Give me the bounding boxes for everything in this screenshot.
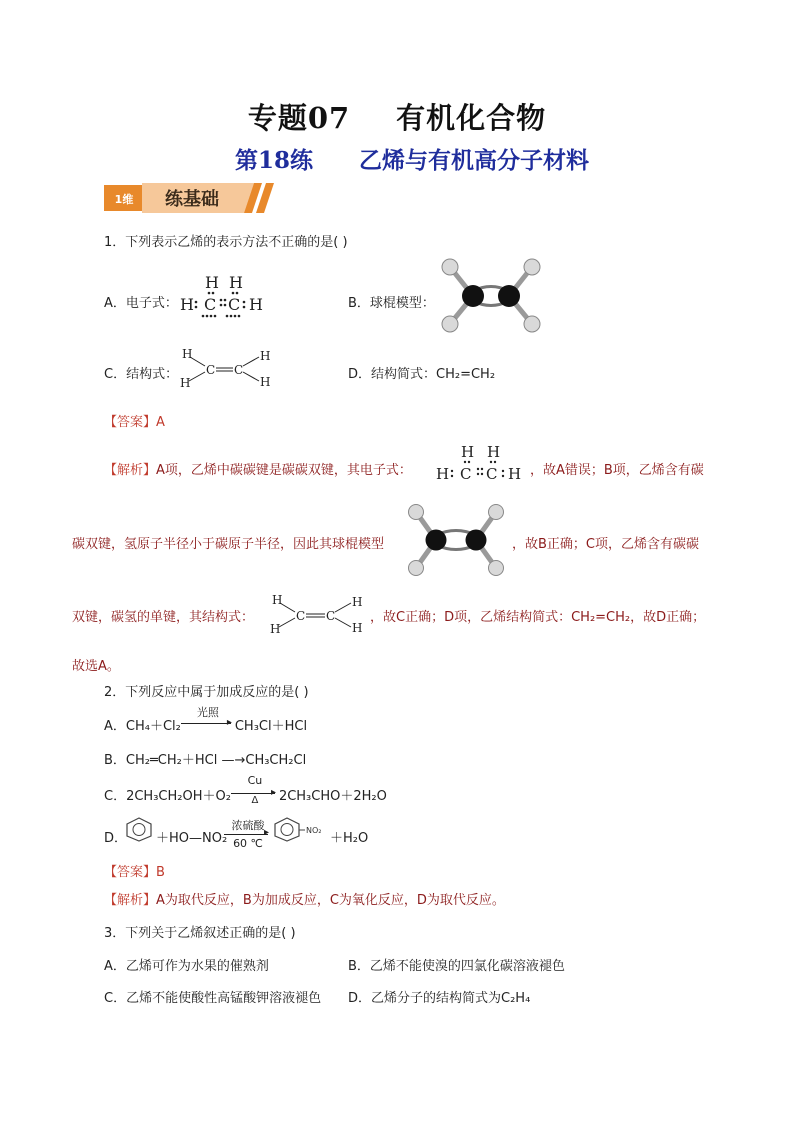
ball-stick-model-image	[436, 256, 548, 334]
q3-option-a: A．乙烯可作为水果的催熟剂	[104, 959, 269, 974]
hydrogen-ball	[489, 505, 504, 520]
option-text: 2CH₃CHO＋2H₂O	[278, 789, 387, 804]
q2-option-c	[104, 774, 387, 806]
option-text: A．CH₄＋Cl₂	[104, 719, 181, 734]
lesson-title	[0, 142, 794, 175]
hydrogen-ball	[489, 561, 504, 576]
question-2-stem: 2．下列反应中属于加成反应的是( )	[104, 685, 309, 700]
q3-option-b: B．乙烯不能使溴的四氯化碳溶液褪色	[348, 959, 565, 974]
atom-c: C	[460, 465, 472, 483]
carbon-ball	[462, 285, 484, 307]
reaction-arrow-d: 浓硫酸 ▸ 60 ℃	[224, 817, 272, 851]
carbon-ball	[426, 530, 447, 551]
q1-option-c-label: C．结构式：	[104, 367, 179, 382]
atom-c: C	[228, 295, 241, 314]
arrow-condition-top: 浓硫酸	[231, 819, 265, 832]
atom-c: C	[326, 609, 336, 623]
nitrobenzene-icon	[272, 816, 328, 842]
lesson-number: 第18练	[234, 147, 313, 174]
atom-c: C	[206, 363, 216, 377]
q1-explanation-line-3-end: ，故C正确；D项，乙烯结构简式：CH₂=CH₂，故D正确；	[370, 610, 706, 625]
carbon-ball	[466, 530, 487, 551]
atom-h: H	[182, 347, 193, 361]
explanation-tag: 【解析】	[104, 463, 157, 478]
q1-explanation-line-2-end: ，故B正确；C项，乙烯含有碳碳	[512, 537, 699, 552]
atom-c: C	[204, 295, 217, 314]
question-1-stem: 1．下列表示乙烯的表示方法不正确的是( )	[104, 235, 348, 250]
q2-answer	[104, 861, 165, 880]
q1-option-a-label: A．电子式：	[104, 296, 178, 311]
lesson-name: 乙烯与有机高分子材料	[359, 147, 589, 174]
q1-explanation-line-1-end: ，故A错误；B项，乙烯含有碳	[530, 463, 704, 478]
reaction-arrow: Cu ▸ Δ	[231, 786, 279, 800]
hydrogen-ball	[409, 505, 424, 520]
topic-number: 专题07	[247, 101, 351, 135]
q1-option-d: D．结构简式：CH₂=CH₂	[348, 367, 496, 382]
atom-h: H	[260, 349, 271, 363]
arrow-condition-bottom: 60 ℃	[233, 837, 263, 850]
arrow-condition: 光照	[196, 706, 219, 719]
structural-formula-small-image	[266, 592, 366, 638]
q2-option-d-reactant: ＋HO—NO₂	[156, 831, 228, 846]
atom-h: H	[508, 465, 522, 483]
atom-h: H	[229, 273, 243, 292]
hydrogen-ball	[524, 316, 540, 332]
banner-badge: 1维	[114, 193, 134, 206]
explanation-text: A为取代反应，B为加成反应，C为氧化反应，D为取代反应。	[156, 893, 505, 908]
option-text: C．2CH₃CH₂OH＋O₂	[104, 789, 231, 804]
electron-formula-image	[174, 270, 274, 322]
hydrogen-ball	[442, 316, 458, 332]
page-title	[0, 96, 794, 137]
hydrogen-ball	[409, 561, 424, 576]
q1-explanation-line-1	[104, 459, 412, 478]
atom-h: H	[270, 622, 281, 636]
q2-explanation	[104, 889, 505, 908]
section-banner	[104, 183, 276, 213]
q2-option-d-tail: ＋H₂O	[330, 831, 369, 846]
ball-stick-model-small-image	[404, 502, 512, 578]
structural-formula-image	[176, 346, 272, 392]
carbon-ball	[498, 285, 520, 307]
explanation-text: A项，乙烯中碳碳键是碳碳双键，其电子式：	[156, 463, 412, 478]
q2-option-d-label: D．	[104, 831, 128, 846]
benzene-icon	[124, 816, 154, 842]
answer-value: B	[156, 865, 165, 880]
atom-h: H	[436, 465, 450, 483]
q1-explanation-line-2: 碳双键，氢原子半径小于碳原子半径，因此其球棍模型	[72, 537, 385, 552]
arrow-condition-top: Cu	[247, 774, 263, 787]
electron-formula-small-image	[432, 442, 532, 486]
explanation-tag: 【解析】	[104, 893, 157, 908]
atom-h: H	[352, 595, 363, 609]
nitro-group-label: NO₂	[306, 826, 322, 835]
atom-h: H	[352, 621, 363, 635]
q1-explanation-line-4: 故选A。	[72, 659, 120, 674]
atom-h: H	[205, 273, 219, 292]
q1-option-b-label: B．球棍模型：	[348, 296, 435, 311]
topic-title: 有机化合物	[396, 101, 547, 135]
q1-answer	[104, 411, 165, 430]
atom-c: C	[296, 609, 306, 623]
atom-h: H	[180, 376, 191, 390]
q1-explanation-line-3: 双键，碳氢的单键，其结构式：	[72, 610, 255, 625]
atom-c: C	[486, 465, 498, 483]
q2-option-b: B．CH₂═CH₂＋HCl —→CH₃CH₂Cl	[104, 753, 307, 768]
question-3-stem: 3．下列关于乙烯叙述正确的是( )	[104, 926, 296, 941]
atom-h: H	[249, 295, 263, 314]
reaction-arrow: 光照 ▸	[181, 716, 235, 730]
atom-h: H	[272, 593, 283, 607]
atom-h: H	[461, 443, 475, 461]
atom-c: C	[234, 363, 244, 377]
answer-tag: 【答案】	[104, 415, 157, 430]
atom-h: H	[487, 443, 501, 461]
atom-h: H	[260, 375, 271, 389]
hydrogen-ball	[524, 259, 540, 275]
option-text: CH₃Cl＋HCl	[234, 719, 308, 734]
q2-option-a	[104, 706, 308, 734]
banner-label: 练基础	[165, 189, 219, 210]
answer-tag: 【答案】	[104, 865, 157, 880]
hydrogen-ball	[442, 259, 458, 275]
q3-option-c: C．乙烯不能使酸性高锰酸钾溶液褪色	[104, 991, 322, 1006]
arrow-condition-bottom: Δ	[251, 795, 259, 806]
answer-value: A	[156, 415, 165, 430]
q3-option-d: D．乙烯分子的结构简式为C₂H₄	[348, 991, 531, 1006]
atom-h: H	[180, 295, 194, 314]
